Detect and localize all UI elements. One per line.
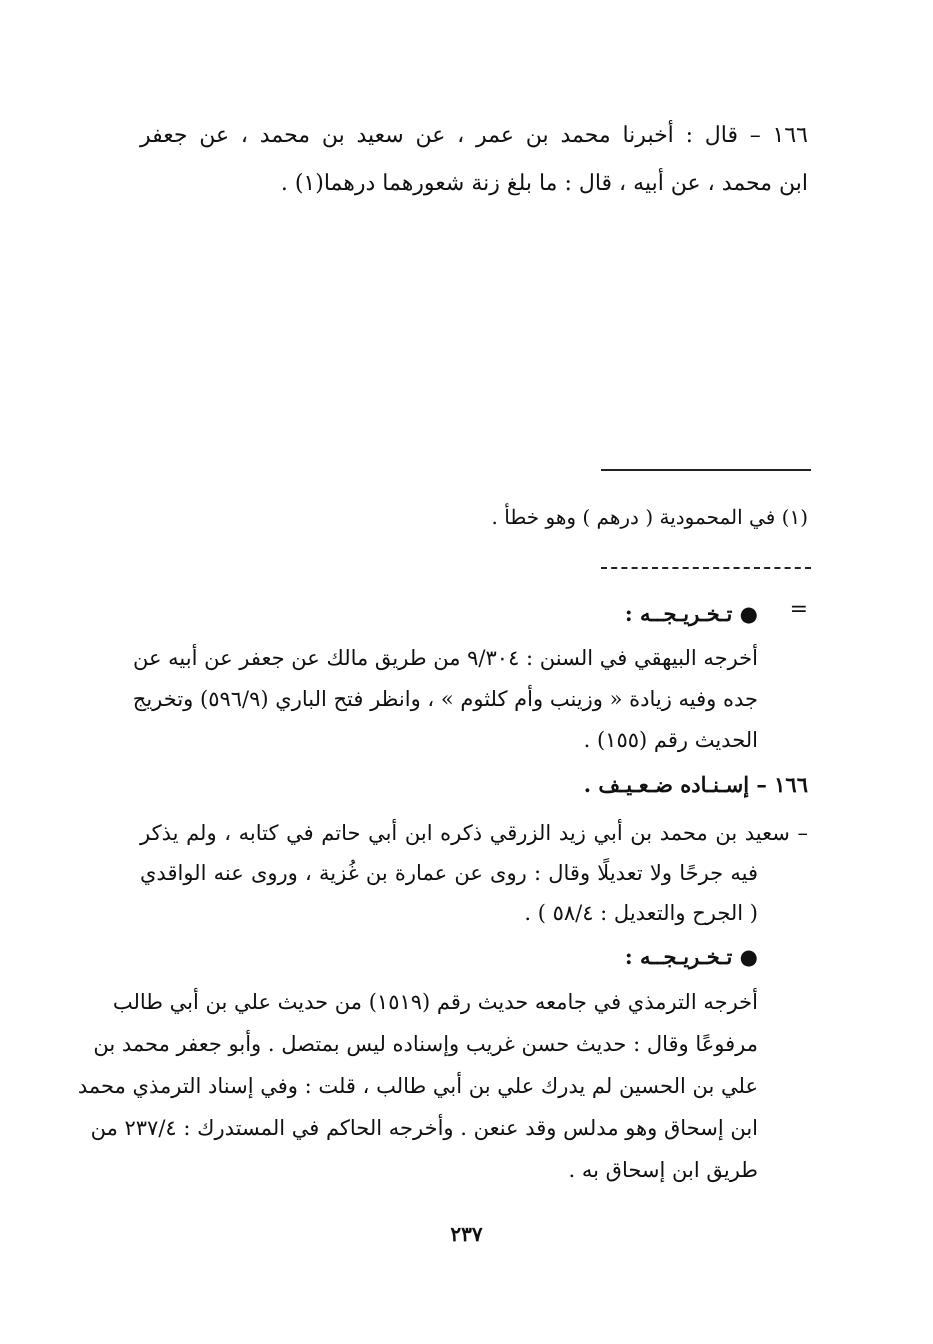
takhrij-heading-1: ● تـخـريـجــه :: [624, 601, 758, 626]
takhrij-line-2: جده وفيه زيادة « وزينب وأم كلثوم » ، وانظر فتح الباري (٥٩٦/٩) وتخريج: [132, 687, 758, 711]
page-number: ٢٣٧: [450, 1222, 483, 1246]
takhrij-line-1: أخرجه البيهقي في السنن : ٩/٣٠٤ من طريق مالك عن جعفر عن أبيه عن: [132, 646, 758, 670]
takhrij2-line-3: علي بن الحسين لم يدرك علي بن أبي طالب ، قلت : وفي إسناد الترمذي محمد: [77, 1074, 758, 1098]
takhrij2-line-4: ابن إسحاق وهو مدلس وقد عنعن . وأخرجه الحاكم في المستدرك : ٢٣٧/٤ من: [90, 1116, 758, 1140]
hadith-line-1: ١٦٦ – قال : أخبرنا محمد بن عمر ، عن سعيد بن محمد ، عن جعفر: [140, 123, 808, 148]
footnote-separator: [601, 469, 811, 471]
isnad-heading: ١٦٦ – إسـنـاده ضـعـيـف .: [583, 772, 808, 797]
isnad-line-1: – سعيد بن محمد بن أبي زيد الزرقي ذكره ابن أبي حاتم في كتابه ، ولم يذكر: [140, 821, 808, 845]
takhrij2-line-2: مرفوعًا وقال : حديث حسن غريب وإسناده ليس بمتصل . وأبو جعفر محمد بن: [93, 1032, 758, 1056]
isnad-line-3: ( الجرح والتعديل : ٥٨/٤ ) .: [524, 901, 758, 925]
takhrij2-line-5: طريق ابن إسحاق به .: [568, 1158, 758, 1182]
takhrij-heading-2: ● تـخـريـجــه :: [624, 944, 758, 969]
hadith-line-2: ابن محمد ، عن أبيه ، قال : ما بلغ زنة شعورهما درهما(١) .: [280, 171, 808, 196]
dashed-separator: [601, 567, 811, 569]
equals-mark: =: [789, 597, 808, 622]
isnad-line-2: فيه جرحًا ولا تعديلًا وقال : روى عن عمارة بن غُزية ، وروى عنه الواقدي: [140, 861, 758, 885]
takhrij2-line-1: أخرجه الترمذي في جامعه حديث رقم (١٥١٩) من حديث علي بن أبي طالب: [112, 990, 758, 1014]
footnote-text: (١) في المحمودية ( درهم ) وهو خطأ .: [491, 505, 808, 529]
takhrij-line-3: الحديث رقم (١٥٥) .: [583, 728, 758, 752]
